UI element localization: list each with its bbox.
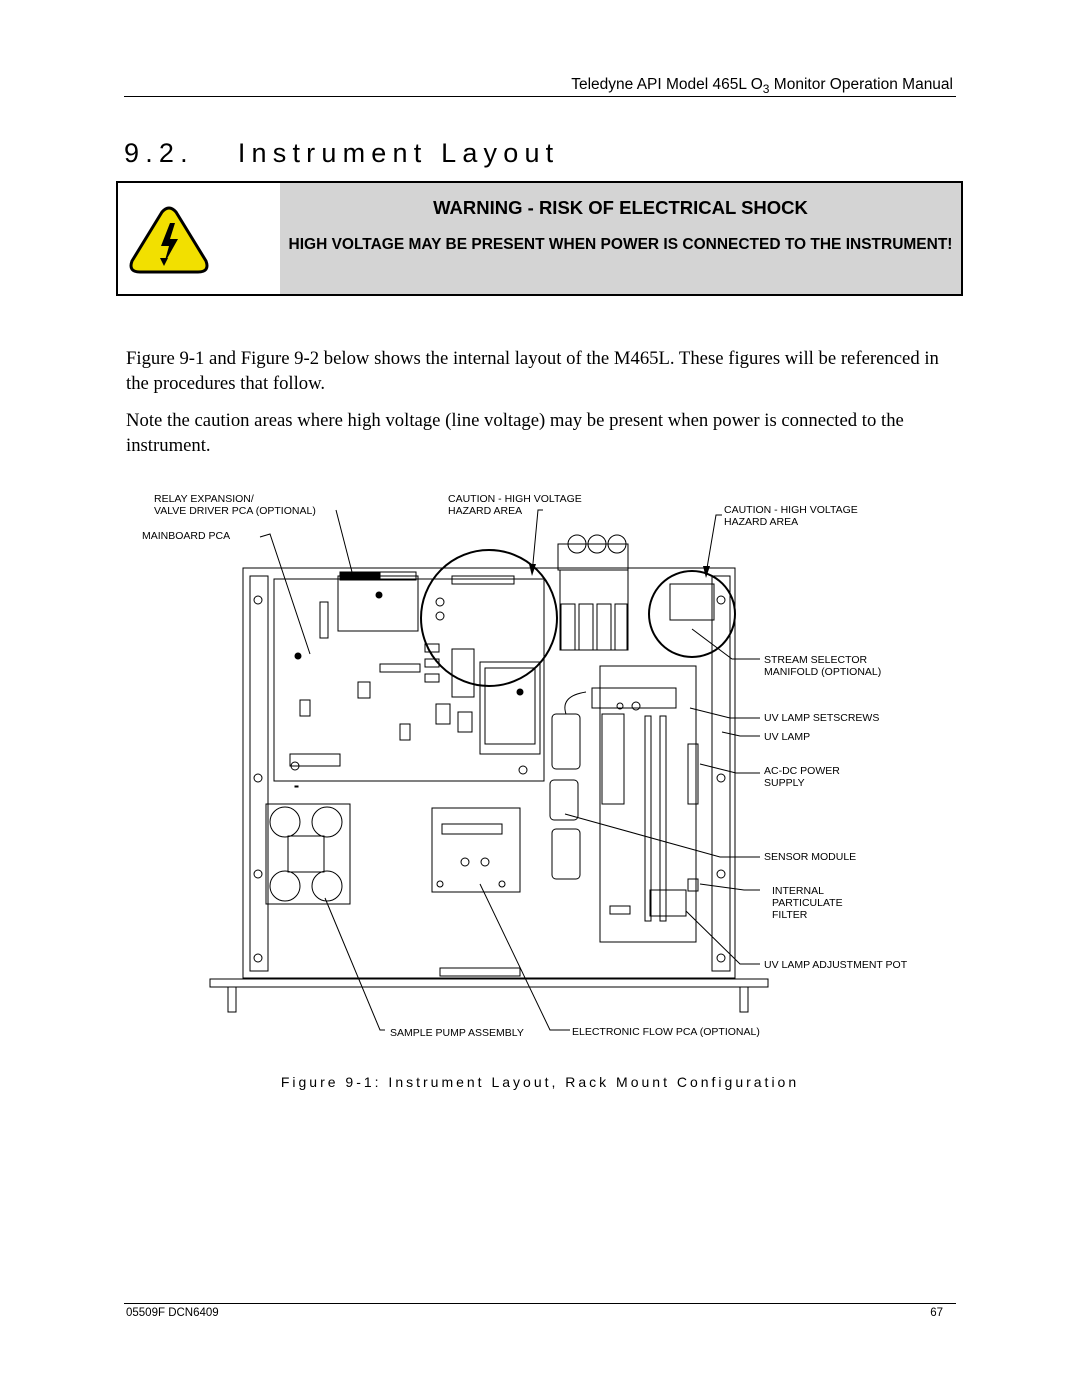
label-particulate-1: INTERNAL — [772, 885, 824, 897]
label-particulate-3: FILTER — [772, 909, 808, 921]
label-uv-lamp-setscrews: UV LAMP SETSCREWS — [764, 712, 880, 724]
label-relay-expansion-2: VALVE DRIVER PCA (OPTIONAL) — [154, 505, 316, 517]
label-stream-selector-1: STREAM SELECTOR — [764, 654, 868, 666]
front-panel — [210, 979, 768, 987]
label-particulate-2: PARTICULATE — [772, 897, 843, 909]
paragraph-intro: Figure 9-1 and Figure 9-2 below shows the internal layout of the M465L. These figures will be referenced in the procedures that follow. — [126, 348, 939, 394]
mounting-holes — [254, 596, 725, 962]
tubing — [550, 692, 586, 879]
label-uv-lamp: UV LAMP — [764, 731, 811, 743]
leader-lines — [260, 510, 760, 1030]
label-acdc-power-2: SUPPLY — [764, 777, 805, 789]
hazard-area-center — [421, 550, 557, 686]
instrument-layout-figure — [140, 484, 940, 1044]
label-mainboard: MAINBOARD PCA — [142, 530, 231, 542]
sensor-module-pca — [480, 662, 540, 754]
front-connector — [440, 968, 520, 976]
warning-box — [116, 181, 963, 296]
optical-bench — [592, 666, 698, 942]
figure-caption: Figure 9-1: Instrument Layout, Rack Mount Configuration — [280, 1074, 800, 1090]
electrical-hazard-icon — [126, 206, 212, 276]
warning-title: WARNING - RISK OF ELECTRICAL SHOCK — [433, 197, 808, 218]
electronic-flow-pca — [432, 808, 520, 892]
section-title — [124, 138, 559, 169]
chassis-left-rail — [250, 576, 268, 971]
label-caution-center-2: HAZARD AREA — [448, 505, 523, 517]
footer-rule — [124, 1303, 956, 1304]
label-caution-center-1: CAUTION - HIGH VOLTAGE — [448, 493, 582, 505]
label-caution-right-2: HAZARD AREA — [724, 516, 799, 528]
running-header: Teledyne API Model 465L $O_3$ Monitor Operation Manual — [571, 76, 953, 96]
label-caution-right-1: CAUTION - HIGH VOLTAGE — [724, 504, 858, 516]
label-relay-expansion-1: RELAY EXPANSION/ — [154, 493, 254, 505]
page-number: 67 — [930, 1307, 943, 1319]
warning-body: HIGH VOLTAGE MAY BE PRESENT WHEN POWER IS CONNECTED TO THE INSTRUMENT! — [288, 236, 953, 253]
sample-pump-assembly — [266, 804, 350, 904]
label-acdc-power-1: AC-DC POWER — [764, 765, 840, 777]
relay-box — [670, 584, 714, 620]
footer-doc-number: 05509F DCN6409 — [126, 1307, 219, 1319]
section-title-text: Instrument Layout — [237, 138, 560, 168]
label-stream-selector-2: MANIFOLD (OPTIONAL) — [764, 666, 882, 678]
header-rule — [124, 96, 956, 97]
paragraph-caution-note: Note the caution areas where high voltage (line voltage) may be present when power is connected to the instrument. — [126, 410, 904, 456]
label-electronic-flow: ELECTRONIC FLOW PCA (OPTIONAL) — [572, 1026, 760, 1038]
label-uv-lamp-adjust: UV LAMP ADJUSTMENT POT — [764, 959, 908, 971]
label-sensor-module: SENSOR MODULE — [764, 851, 857, 863]
mainboard-pca — [274, 579, 544, 781]
label-sample-pump: SAMPLE PUMP ASSEMBLY — [390, 1027, 524, 1039]
handle-left — [228, 987, 236, 1012]
stream-selector-manifold — [558, 535, 628, 650]
section-number: 9.2. — [124, 138, 194, 168]
handle-right — [740, 987, 748, 1012]
